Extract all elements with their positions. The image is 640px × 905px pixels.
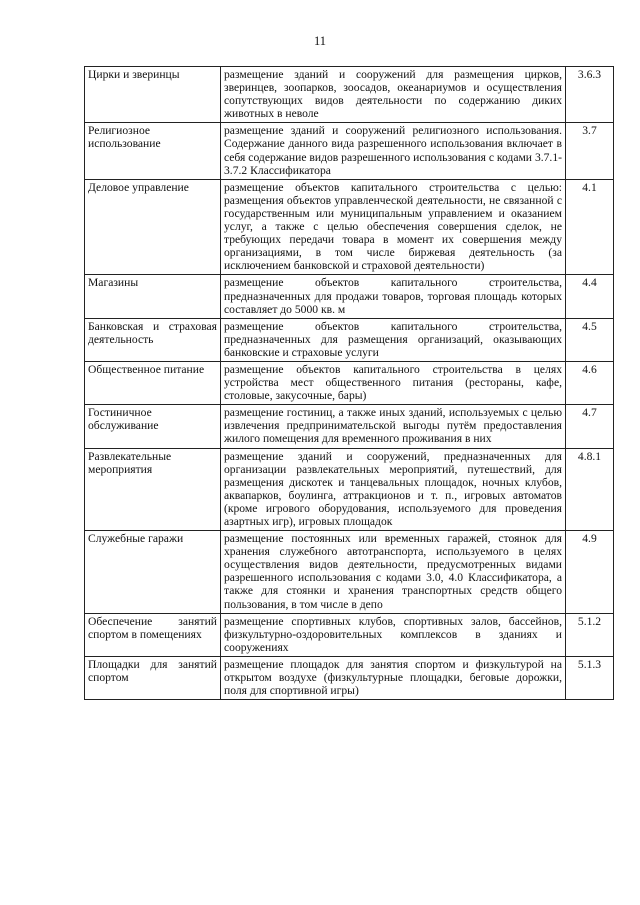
table-row xyxy=(85,448,614,531)
table-row xyxy=(85,318,614,361)
use-name: Цирки и зверинцы xyxy=(85,67,221,123)
use-name: Развлекательные мероприятия xyxy=(85,448,221,531)
use-name: Общественное питание xyxy=(85,361,221,404)
use-code: 3.7 xyxy=(566,123,614,179)
use-description: размещение зданий и сооружений, предназначенных для организации развлекательных мероприятий, путешествий, для размещения дискотек и танцевальных площадок, ночных клубов, аквапарков, боулинга, аттракционов и т. п., игровых автоматов (кроме игрового оборудования, используемого для проведения азартных игр), игровых площадок xyxy=(221,448,566,531)
use-description: размещение спортивных клубов, спортивных залов, бассейнов, физкультурно-оздоровительных комплексов в зданиях и сооружениях xyxy=(221,613,566,656)
table-row xyxy=(85,361,614,404)
use-description: размещение площадок для занятия спортом и физкультурой на открытом воздухе (физкультурные площадки, беговые дорожки, поля для спортивной игры) xyxy=(221,656,566,699)
use-description: размещение зданий и сооружений религиозного использования. Содержание данного вида разрешенного использования включает в себя содержание видов разрешенного использования с кодами 3.7.1-3.7.2 Классификатора xyxy=(221,123,566,179)
use-code: 5.1.2 xyxy=(566,613,614,656)
use-code: 5.1.3 xyxy=(566,656,614,699)
use-name: Религиозное использование xyxy=(85,123,221,179)
use-name: Площадки для занятий спортом xyxy=(85,656,221,699)
use-name: Деловое управление xyxy=(85,179,221,275)
use-name: Служебные гаражи xyxy=(85,531,221,614)
use-name: Гостиничное обслуживание xyxy=(85,405,221,448)
use-description: размещение гостиниц, а также иных зданий, используемых с целью извлечения предпринимательской выгоды путём предоставления жилого помещения для временного проживания в них xyxy=(221,405,566,448)
use-code: 4.8.1 xyxy=(566,448,614,531)
land-use-table xyxy=(84,66,614,700)
use-description: размещение объектов капитального строительства, предназначенных для продажи товаров, торговая площадь которых составляет до 5000 кв. м xyxy=(221,275,566,318)
table-row xyxy=(85,656,614,699)
table-row xyxy=(85,123,614,179)
use-description: размещение объектов капитального строительства, предназначенных для размещения организаций, оказывающих банковские и страховые услуги xyxy=(221,318,566,361)
use-code: 4.9 xyxy=(566,531,614,614)
table-row xyxy=(85,275,614,318)
use-name: Обеспечение занятий спортом в помещениях xyxy=(85,613,221,656)
use-code: 4.5 xyxy=(566,318,614,361)
use-code: 4.6 xyxy=(566,361,614,404)
table-row xyxy=(85,405,614,448)
use-name: Банковская и страховая деятельность xyxy=(85,318,221,361)
use-description: размещение зданий и сооружений для размещения цирков, зверинцев, зоопарков, зоосадов, океанариумов и осуществления сопутствующих видов деятельности по содержанию диких животных в неволе xyxy=(221,67,566,123)
table-row xyxy=(85,613,614,656)
table-row xyxy=(85,531,614,614)
use-code: 4.4 xyxy=(566,275,614,318)
use-code: 4.7 xyxy=(566,405,614,448)
use-name: Магазины xyxy=(85,275,221,318)
table-row xyxy=(85,67,614,123)
table-row xyxy=(85,179,614,275)
use-code: 4.1 xyxy=(566,179,614,275)
use-description: размещение объектов капитального строительства в целях устройства мест общественного питания (рестораны, кафе, столовые, закусочные, бары) xyxy=(221,361,566,404)
use-code: 3.6.3 xyxy=(566,67,614,123)
use-description: размещение объектов капитального строительства с целью: размещения объектов управленческой деятельности, не связанной с государственным или муниципальным управлением и оказанием услуг, а также с целью обеспечения совершения сделок, не требующих передачи товара в момент их совершения между организациями, в том числе биржевая деятельность (за исключением банковской и страховой деятельности) xyxy=(221,179,566,275)
page-number: 11 xyxy=(313,34,327,48)
use-description: размещение постоянных или временных гаражей, стоянок для хранения служебного автотранспорта, используемого в целях осуществления видов деятельности, предусмотренных видами разрешенного использования с кодами 3.0, 4.0 Классификатора, а также для стоянки и хранения транспортных средств общего пользования, в том числе в депо xyxy=(221,531,566,614)
